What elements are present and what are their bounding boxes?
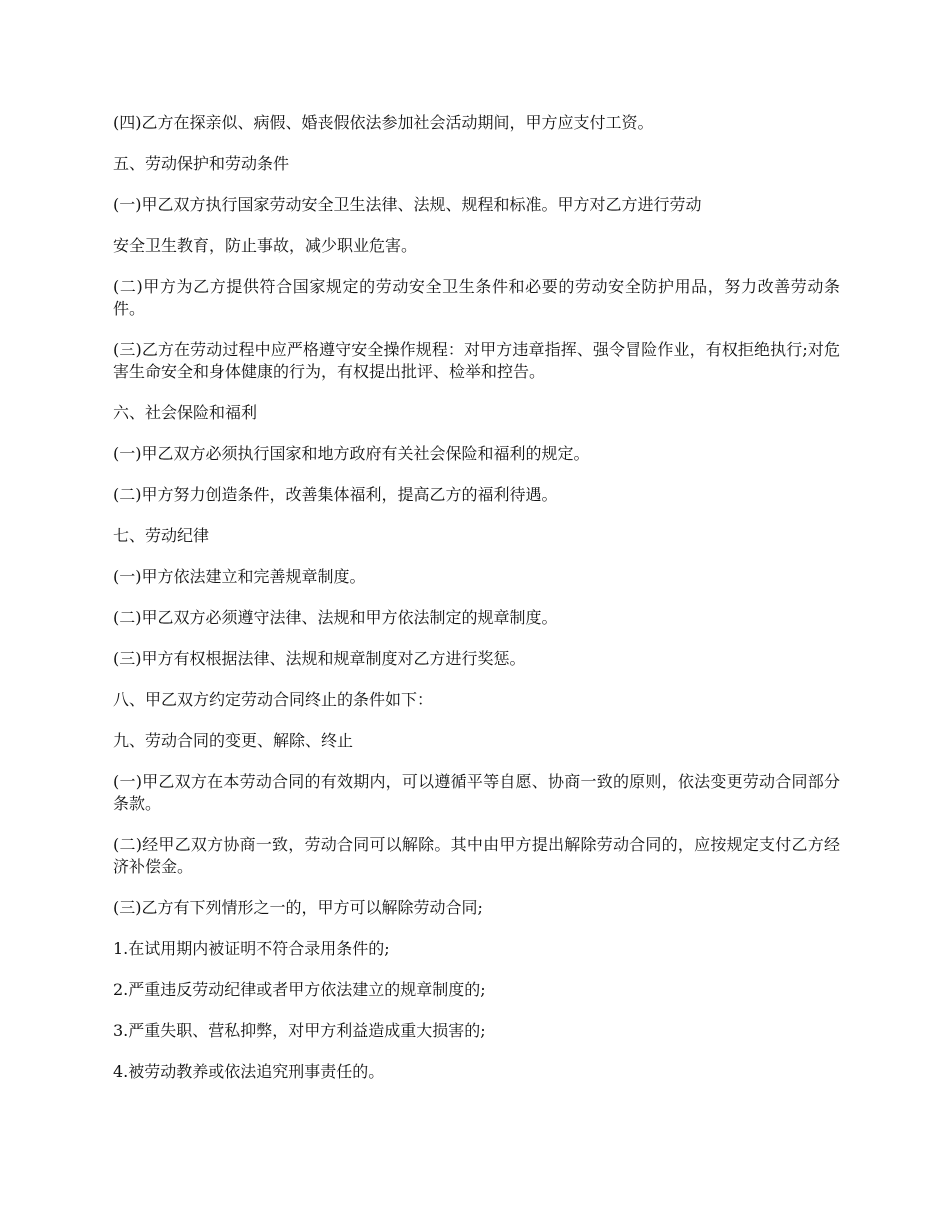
list-item-criminal-liability: 4.被劳动教养或依法追究刑事责任的。	[113, 1062, 385, 1081]
section-heading-discipline: 七、劳动纪律	[113, 526, 210, 545]
list-item-probation: 1.在试用期内被证明不符合录用条件的;	[113, 939, 390, 958]
paragraph-safety-law: (一)甲乙双方执行国家劳动安全卫生法律、法规、规程和标准。甲方对乙方进行劳动	[113, 195, 702, 214]
paragraph-regulations: (一)甲方依法建立和完善规章制度。	[113, 567, 366, 586]
section-heading-labor-protection: 五、劳动保护和劳动条件	[113, 154, 290, 173]
paragraph-safety-rules: (三)乙方在劳动过程中应严格遵守安全操作规程：对甲方违章指挥、强令冒险作业，有权拒绝执行;对危害生命安全和身体健康的行为，有权提出批评、检举和控告。	[113, 340, 840, 381]
paragraph-obey-rules: (二)甲乙双方必须遵守法律、法规和甲方依法制定的规章制度。	[113, 608, 558, 627]
paragraph-termination-cases: (三)乙方有下列情形之一的，甲方可以解除劳动合同;	[113, 898, 483, 917]
section-heading-termination-conditions: 八、甲乙双方约定劳动合同终止的条件如下：	[113, 690, 434, 709]
paragraph-welfare: (二)甲方努力创造条件，改善集体福利，提高乙方的福利待遇。	[113, 485, 558, 504]
section-heading-contract-changes: 九、劳动合同的变更、解除、终止	[113, 731, 354, 750]
paragraph-safety-equipment: (二)甲方为乙方提供符合国家规定的劳动安全卫生条件和必要的劳动安全防护用品，努力改善劳动条件。	[113, 277, 840, 318]
list-item-dereliction: 3.严重失职、营私抑弊，对甲方利益造成重大损害的;	[113, 1021, 486, 1040]
paragraph-rewards-penalties: (三)甲方有权根据法律、法规和规章制度对乙方进行奖惩。	[113, 649, 526, 668]
paragraph-leave-wages: (四)乙方在探亲似、病假、婚丧假依法参加社会活动期间，甲方应支付工资。	[113, 113, 654, 132]
paragraph-mutual-termination: (二)经甲乙双方协商一致，劳动合同可以解除。其中由甲方提出解除劳动合同的，应按规定支付乙方经济补偿金。	[113, 835, 840, 876]
paragraph-contract-modification: (一)甲乙双方在本劳动合同的有效期内，可以遵循平等自愿、协商一致的原则，依法变更劳动合同部分条款。	[113, 772, 840, 813]
paragraph-safety-education: 安全卫生教育，防止事故，减少职业危害。	[113, 236, 418, 255]
paragraph-insurance-rules: (一)甲乙双方必须执行国家和地方政府有关社会保险和福利的规定。	[113, 444, 590, 463]
list-item-discipline-violation: 2.严重违反劳动纪律或者甲方依法建立的规章制度的;	[113, 980, 486, 999]
section-heading-social-insurance: 六、社会保险和福利	[113, 403, 258, 422]
document-page	[113, 112, 840, 1102]
